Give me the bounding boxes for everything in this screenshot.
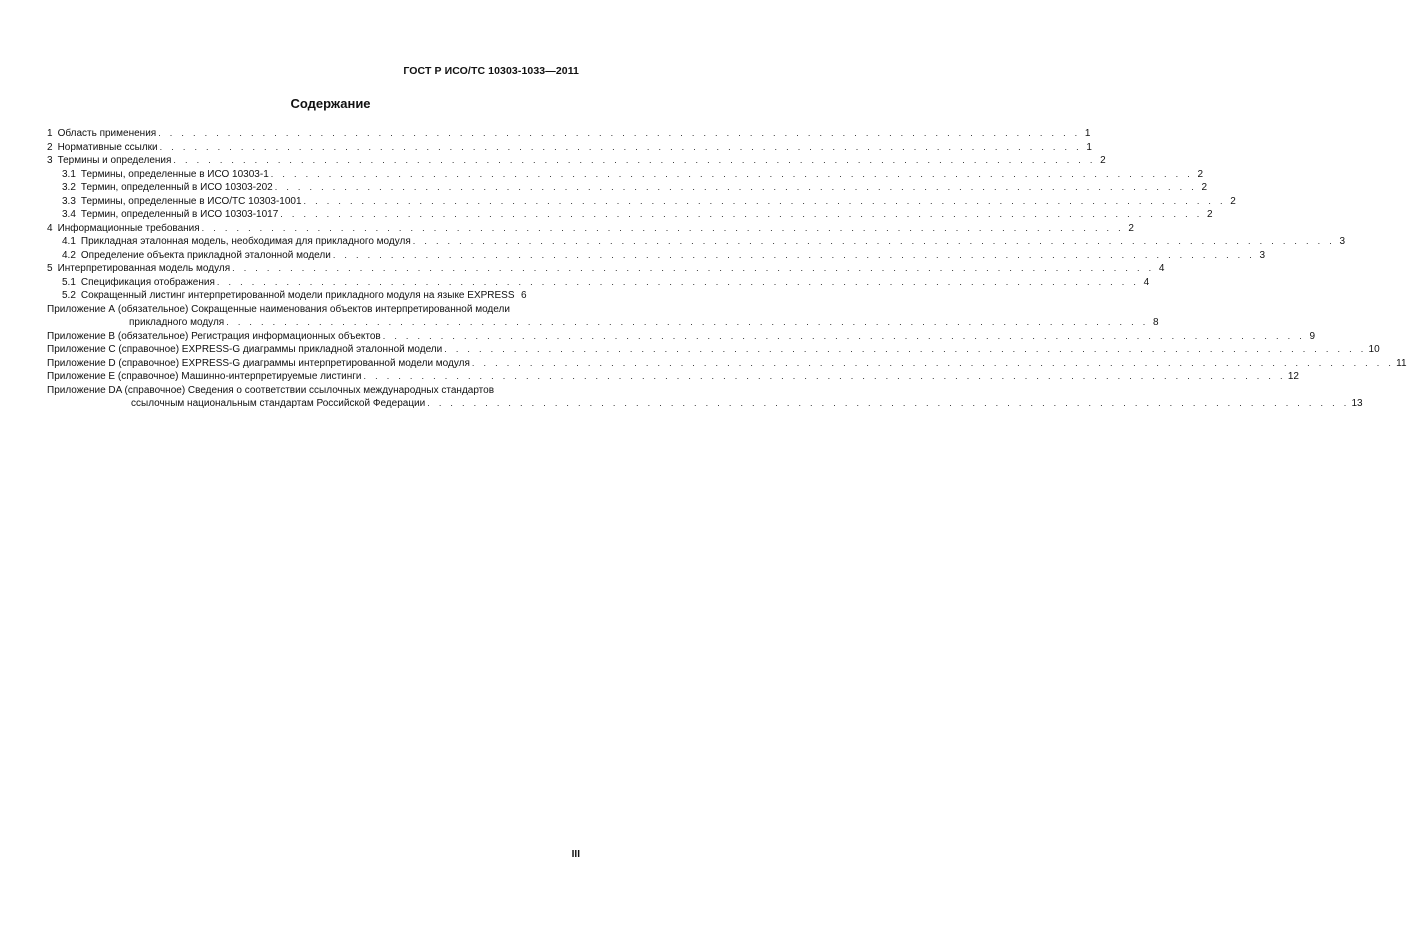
toc-entry-text: Информационные требования xyxy=(57,222,200,234)
toc-entry-number: 2 xyxy=(47,141,53,153)
toc-entry[interactable] xyxy=(47,168,1204,182)
toc-entry-text: Интерпретированная модель модуля xyxy=(57,263,231,274)
toc-entry-page: 9 xyxy=(1309,330,1316,342)
dot-leader xyxy=(413,235,1335,249)
toc-entry[interactable] xyxy=(47,235,1346,249)
toc-entry-text: Спецификация отображения xyxy=(80,276,215,288)
dot-leader xyxy=(158,127,1080,141)
toc-entry-text: Термины и определения xyxy=(57,155,172,166)
dot-leader xyxy=(275,181,1197,195)
table-of-contents xyxy=(47,127,1407,411)
toc-entry[interactable] xyxy=(47,303,585,317)
toc-entry-page: 2 xyxy=(1128,222,1134,234)
toc-entry-number: 3.3 xyxy=(62,195,76,207)
toc-entry-text: Приложение А (обязательное) Сокращенные наименования объектов интерпретированной модели xyxy=(47,303,510,315)
dot-leader xyxy=(217,276,1139,290)
dot-leader xyxy=(280,208,1202,222)
toc-entry-number: 5.2 xyxy=(62,290,76,301)
dot-leader xyxy=(333,249,1255,263)
toc-title: Содержание xyxy=(290,96,371,111)
toc-entry-number: 3.2 xyxy=(62,182,76,193)
toc-entry[interactable] xyxy=(47,343,1380,357)
dot-leader xyxy=(173,154,1095,168)
toc-entry-page: 4 xyxy=(1143,276,1150,288)
toc-entry-page: 4 xyxy=(1158,263,1165,274)
toc-entry-page: 1 xyxy=(1084,128,1091,139)
dot-leader xyxy=(472,357,1394,371)
dot-leader xyxy=(202,222,1124,236)
dot-leader xyxy=(364,370,1286,384)
toc-entry-continuation[interactable] xyxy=(47,316,1159,330)
dot-leader xyxy=(383,330,1305,344)
toc-entry-text: Термин, определенный в ИСО 10303-1017 xyxy=(80,209,279,220)
toc-entry-text: Приложение В (обязательное) Регистрация информационных объектов xyxy=(47,330,381,342)
toc-entry-text: Приложение D (справочное) EXPRESS-G диаграммы интерпретированной модели модуля xyxy=(47,357,470,369)
toc-entry-page: 1 xyxy=(1086,141,1092,153)
toc-entry[interactable] xyxy=(47,141,1092,155)
toc-entry-page: 3 xyxy=(1339,236,1346,247)
toc-entry-number: 4.1 xyxy=(62,236,76,247)
toc-entry-text: Приложение С (справочное) EXPRESS-G диаграммы прикладной эталонной модели xyxy=(47,344,443,355)
toc-entry-text: ссылочным национальным стандартам Российской Федерации xyxy=(131,398,426,409)
dot-leader xyxy=(304,195,1226,209)
toc-entry-page: 12 xyxy=(1287,371,1299,382)
toc-entry-page: 3 xyxy=(1259,249,1266,261)
toc-entry-number: 1 xyxy=(47,128,53,139)
toc-entry-page: 2 xyxy=(1197,168,1204,180)
dot-leader xyxy=(444,343,1366,357)
toc-entry-number: 3.1 xyxy=(62,168,76,180)
dot-leader xyxy=(160,141,1082,155)
toc-entry-text: Определение объекта прикладной эталонной модели xyxy=(80,249,331,261)
toc-entry[interactable] xyxy=(47,222,1134,236)
toc-entry-text: прикладного модуля xyxy=(129,317,225,328)
dot-leader xyxy=(232,262,1154,276)
toc-entry-text: Сокращенный листинг интерпретированной модели прикладного модуля на языке EXPRESS xyxy=(80,290,515,301)
toc-entry-page: 2 xyxy=(1100,155,1106,166)
toc-entry-text: Приложение DA (справочное) Сведения о соответствии ссылочных международных стандартов xyxy=(47,384,495,396)
dot-leader xyxy=(427,397,1349,411)
toc-entry-number: 5.1 xyxy=(62,276,76,288)
toc-entry[interactable] xyxy=(47,249,1266,263)
toc-entry[interactable] xyxy=(47,154,1106,168)
toc-entry-number: 4.2 xyxy=(62,249,76,261)
toc-entry[interactable] xyxy=(47,195,1236,209)
toc-entry[interactable] xyxy=(47,330,1316,344)
toc-entry[interactable] xyxy=(47,262,1165,276)
toc-entry-page: 2 xyxy=(1201,182,1207,193)
toc-entry[interactable] xyxy=(47,384,585,398)
toc-entry[interactable] xyxy=(47,181,1207,195)
toc-entry-text: Область применения xyxy=(57,128,157,139)
toc-entry-page: 10 xyxy=(1368,344,1380,355)
toc-entry[interactable] xyxy=(47,289,585,303)
toc-entry-page: 2 xyxy=(1230,195,1236,207)
toc-entry-page: 11 xyxy=(1396,357,1407,369)
toc-entry-number: 3.4 xyxy=(62,209,76,220)
dot-leader xyxy=(271,168,1193,182)
toc-entry[interactable] xyxy=(47,370,1299,384)
toc-entry-text: Приложение Е (справочное) Машинно-интерпретируемые листинги xyxy=(47,371,362,382)
document-id: ГОСТ Р ИСО/ТС 10303-1033—2011 xyxy=(403,65,579,77)
toc-entry-page: 6 xyxy=(520,290,527,301)
toc-entry-page: 8 xyxy=(1152,317,1159,328)
toc-entry[interactable] xyxy=(47,276,1150,290)
toc-entry-text: Термин, определенный в ИСО 10303-202 xyxy=(80,182,273,193)
toc-entry-text: Нормативные ссылки xyxy=(57,141,158,153)
toc-entry-number: 3 xyxy=(47,155,53,166)
toc-entry-page: 13 xyxy=(1351,398,1363,409)
dot-leader xyxy=(226,316,1148,330)
toc-entry[interactable] xyxy=(47,208,1213,222)
toc-entry-text: Термины, определенные в ИСО/ТС 10303-1001 xyxy=(80,195,302,207)
toc-entry-number: 4 xyxy=(47,222,53,234)
toc-entry-number: 5 xyxy=(47,263,53,274)
toc-entry-text: Прикладная эталонная модель, необходимая для прикладного модуля xyxy=(80,236,411,247)
toc-entry-text: Термины, определенные в ИСО 10303-1 xyxy=(80,168,269,180)
toc-entry-page: 2 xyxy=(1207,209,1213,220)
page-number: III xyxy=(571,849,580,860)
toc-entry[interactable] xyxy=(47,357,1407,371)
toc-entry-continuation[interactable] xyxy=(47,397,1363,411)
toc-entry[interactable] xyxy=(47,127,1091,141)
